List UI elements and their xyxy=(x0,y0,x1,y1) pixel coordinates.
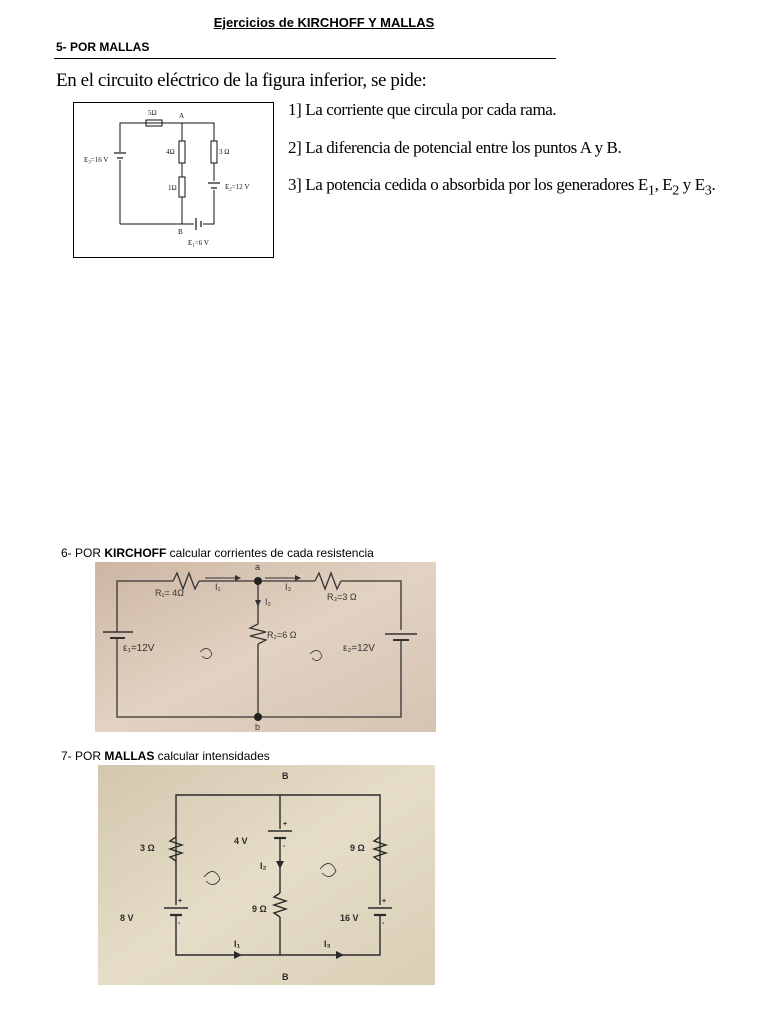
exercise6-circuit-svg xyxy=(95,562,436,732)
label-i2: I₂ xyxy=(260,861,267,871)
ex6-bold: KIRCHOFF xyxy=(104,546,167,560)
label-e-right: 16 V xyxy=(340,913,359,923)
label-right-plus: + xyxy=(382,898,387,905)
label-r-left: 3 Ω xyxy=(140,843,155,853)
wire-left-top xyxy=(120,123,182,224)
label-node-bottom: B xyxy=(282,972,289,982)
exercise7-heading xyxy=(61,749,270,763)
resistor-3ohm xyxy=(211,141,217,163)
ex7-bold: MALLAS xyxy=(104,749,155,763)
label-node-top: B xyxy=(282,771,289,781)
label-i3: I₃ xyxy=(324,939,331,949)
ex7-suffix: calcular intensidades xyxy=(154,749,270,763)
q3-sub-2: 2 xyxy=(672,182,679,199)
label-5ohm: 5Ω xyxy=(148,109,157,117)
exercise5-intro: En el circuito eléctrico de la figura inferior, se pide: xyxy=(56,70,427,91)
label-node-a: A xyxy=(179,112,185,120)
label-r1: R₁= 4Ω xyxy=(155,588,185,598)
exercise5-question-1: 1] La corriente que circula por cada rama. xyxy=(288,100,557,119)
q3-sep-2: y E xyxy=(678,175,705,194)
label-e3: $E_3=16$ V xyxy=(84,156,109,166)
label-mid-plus: + xyxy=(283,821,288,828)
label-i2: I₂ xyxy=(265,597,271,607)
exercise6-circuit-photo xyxy=(95,562,436,732)
q3-sub-1: 1 xyxy=(647,182,655,199)
resistor-4ohm xyxy=(179,141,185,163)
exercise7-circuit-photo xyxy=(98,765,435,985)
label-e-left: 8 V xyxy=(120,913,134,923)
ex6-prefix: 6- POR xyxy=(61,546,105,560)
label-4ohm: 4Ω xyxy=(166,148,175,156)
q3-sub-3: 3 xyxy=(704,182,712,199)
node-a-dot xyxy=(254,577,262,585)
label-i1: I₁ xyxy=(215,582,221,592)
wire-top-right xyxy=(182,123,214,141)
label-node-b: B xyxy=(178,228,183,236)
ex7-prefix: 7- POR xyxy=(61,749,105,763)
ex6-suffix: calcular corrientes de cada resistencia xyxy=(166,546,374,560)
label-r3: R₃=3 Ω xyxy=(327,592,357,602)
node-b-dot xyxy=(254,713,262,721)
document-title: Ejercicios de KIRCHOFF Y MALLAS xyxy=(213,15,435,30)
exercise6-heading xyxy=(61,546,374,560)
label-right-minus: - xyxy=(382,920,385,927)
label-e1: ε₁=12V xyxy=(123,643,155,654)
label-e2: $E_2=12$ V xyxy=(225,183,250,193)
label-i3: I₃ xyxy=(285,582,292,592)
exercise5-question-2: 2] La diferencia de potencial entre los puntos A y B. xyxy=(288,138,622,157)
q3-sep-1: , E xyxy=(654,175,673,194)
section-5-heading: 5- POR MALLAS xyxy=(56,40,150,54)
resistor-1ohm xyxy=(179,177,185,197)
exercise5-circuit-svg xyxy=(74,103,272,256)
heading-rule xyxy=(54,58,556,59)
label-left-plus: + xyxy=(178,898,183,905)
exercise5-circuit-figure xyxy=(73,102,274,258)
label-mid-minus: - xyxy=(283,843,286,850)
label-i1: I₁ xyxy=(234,939,241,949)
label-e2: ε₂=12V xyxy=(343,643,375,654)
label-left-minus: - xyxy=(178,920,181,927)
q3-end: . xyxy=(711,175,716,194)
label-1ohm: 1Ω xyxy=(168,184,177,192)
label-e1: $E_1=6$ V xyxy=(188,239,209,249)
label-r-right: 9 Ω xyxy=(350,843,365,853)
label-node-b: b xyxy=(255,722,261,732)
label-e-mid: 4 V xyxy=(234,836,248,846)
exercise5-question-3 xyxy=(288,175,715,199)
exercise7-circuit-svg xyxy=(98,765,435,985)
label-r2: R₂=6 Ω xyxy=(267,630,297,640)
label-3ohm: 3 Ω xyxy=(219,148,230,156)
q3-text: 3] La potencia cedida o absorbida por los generadores E xyxy=(288,175,648,194)
label-r-mid: 9 Ω xyxy=(252,904,267,914)
label-node-a: a xyxy=(255,562,261,572)
